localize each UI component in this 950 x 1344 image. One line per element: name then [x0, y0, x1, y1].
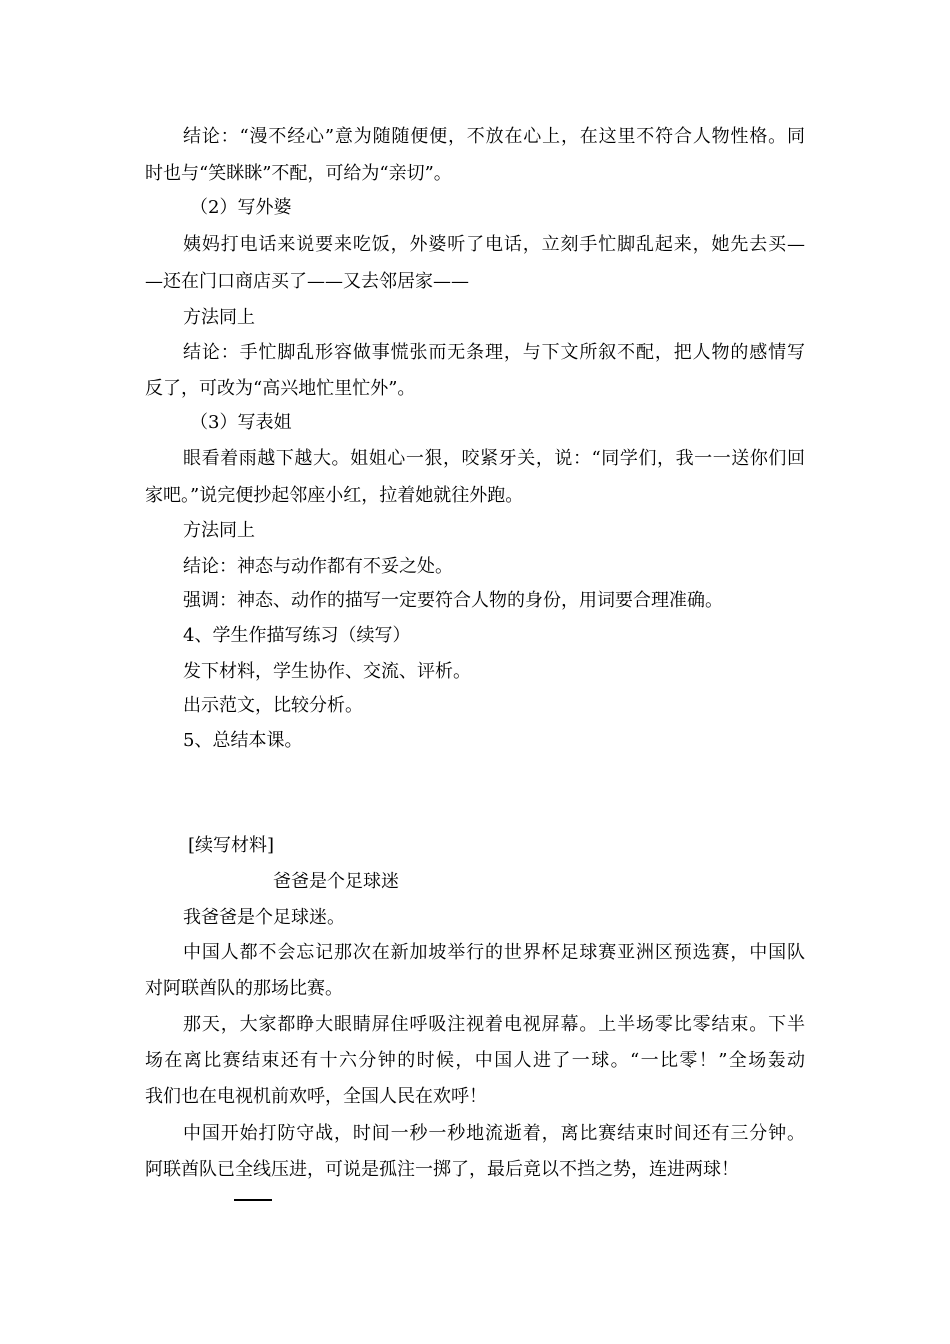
- story-paragraph-2-line-2: 对阿联酋队的那场比赛。: [145, 978, 343, 999]
- story-paragraph-3-line-2: 场在离比赛结束还有十六分钟的时候，中国人进了一球。“一比零！”全场轰动: [145, 1050, 805, 1071]
- conclusion-1-line-1: 结论：“漫不经心”意为随随便便，不放在心上，在这里不符合人物性格。同: [183, 126, 805, 147]
- conclusion-2-line-1: 结论：手忙脚乱形容做事慌张而无条理，与下文所叙不配，把人物的感情写: [183, 342, 805, 363]
- step-4-line-2: 出示范文，比较分析。: [183, 695, 363, 716]
- continuation-dash: [234, 1199, 272, 1201]
- material-label: [续写材料]: [188, 835, 275, 856]
- conclusion-3: 结论：神态与动作都有不妥之处。: [183, 556, 453, 577]
- heading-cousin: （3）写表姐: [190, 412, 292, 433]
- method-same-1: 方法同上: [183, 307, 255, 328]
- story-title: 爸爸是个足球迷: [273, 871, 399, 892]
- story-line-1: 我爸爸是个足球迷。: [183, 907, 345, 928]
- grandma-paragraph-line-1: 姨妈打电话来说要来吃饭，外婆听了电话，立刻手忙脚乱起来，她先去买—: [183, 234, 805, 255]
- step-5-heading: 5、总结本课。: [183, 730, 303, 751]
- step-4-heading: 4、学生作描写练习（续写）: [183, 625, 411, 646]
- conclusion-1-line-2: 时也与“笑眯眯”不配，可给为“亲切”。: [145, 163, 452, 184]
- step-4-line-1: 发下材料，学生协作、交流、评析。: [183, 661, 471, 682]
- story-paragraph-4-line-1: 中国开始打防守战，时间一秒一秒地流逝着，离比赛结束时间还有三分钟。: [183, 1123, 805, 1144]
- story-paragraph-2-line-1: 中国人都不会忘记那次在新加坡举行的世界杯足球赛亚洲区预选赛，中国队: [183, 942, 805, 963]
- heading-grandma: （2）写外婆: [190, 197, 292, 218]
- emphasis-line: 强调：神态、动作的描写一定要符合人物的身份，用词要合理准确。: [183, 590, 723, 611]
- grandma-paragraph-line-2: —还在门口商店买了——又去邻居家——: [145, 271, 469, 292]
- conclusion-2-line-2: 反了，可改为“高兴地忙里忙外”。: [145, 378, 416, 399]
- story-paragraph-4-line-2: 阿联酋队已全线压进，可说是孤注一掷了，最后竟以不挡之势，连进两球！: [145, 1159, 739, 1180]
- story-paragraph-3-line-3: 我们也在电视机前欢呼，全国人民在欢呼！: [145, 1086, 487, 1107]
- cousin-paragraph-line-2: 家吧。”说完便抄起邻座小红，拉着她就往外跑。: [145, 485, 524, 506]
- method-same-2: 方法同上: [183, 520, 255, 541]
- cousin-paragraph-line-1: 眼看着雨越下越大。姐姐心一狠，咬紧牙关，说：“同学们，我一一送你们回: [183, 448, 805, 469]
- story-paragraph-3-line-1: 那天，大家都睁大眼睛屏住呼吸注视着电视屏幕。上半场零比零结束。下半: [183, 1014, 805, 1035]
